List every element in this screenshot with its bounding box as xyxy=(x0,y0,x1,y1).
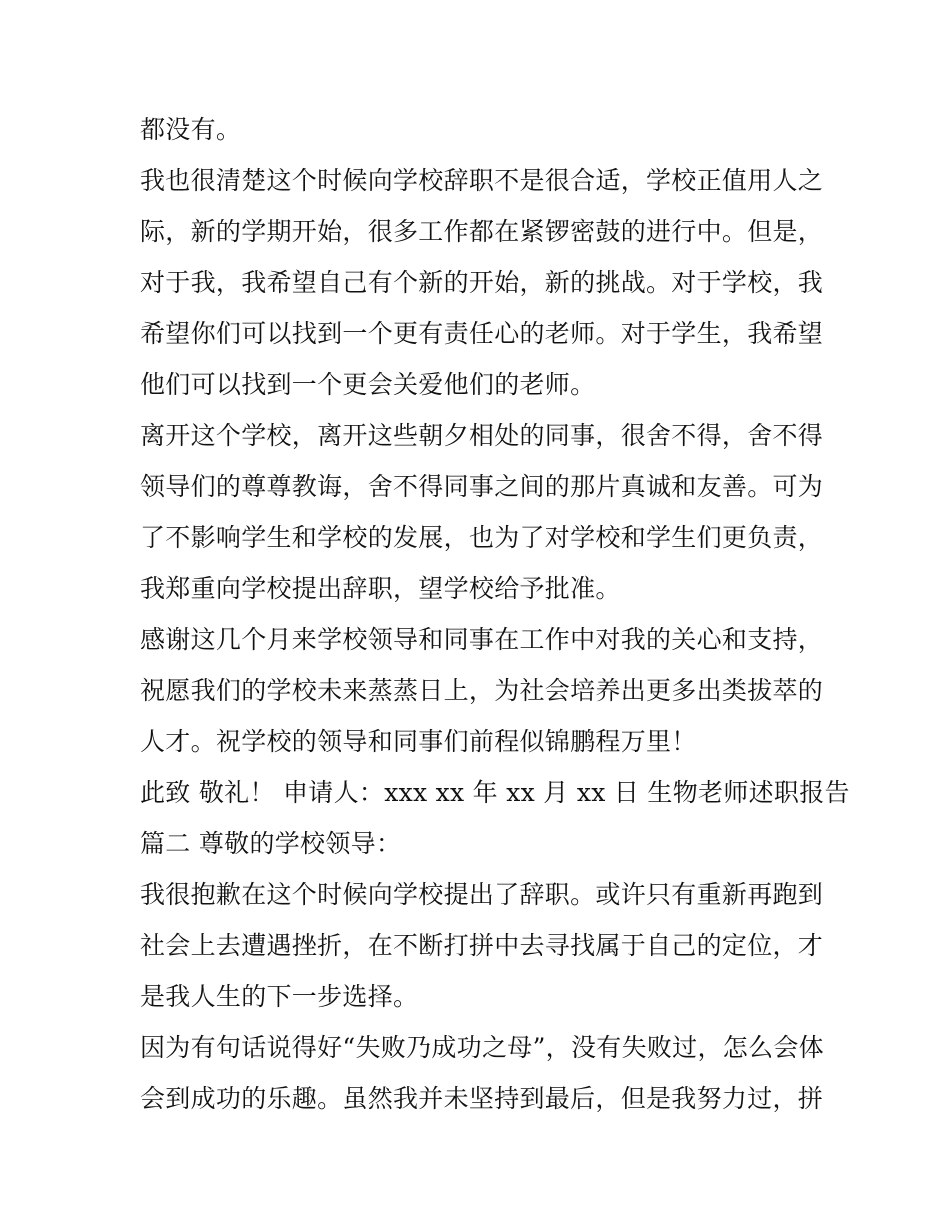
text-line: 了不影响学生和学校的发展，也为了对学校和学生们更负责， xyxy=(140,523,824,552)
text-line: 社会上去遭遇挫折，在不断打拼中去寻找属于自己的定位，才 xyxy=(140,931,824,960)
text-line: 篇二 尊敬的学校领导： xyxy=(140,829,402,858)
text-line: 是我人生的下一步选择。 xyxy=(140,982,419,1011)
text-line: 会到成功的乐趣。虽然我并未坚持到最后，但是我努力过，拼 xyxy=(140,1084,824,1113)
text-line: 人才。祝学校的领导和同事们前程似锦鹏程万里！ xyxy=(140,727,697,756)
text-line: 此致 敬礼！ 申请人：xxx xx 年 xx 月 xx 日 生物老师述职报告 xyxy=(140,778,850,807)
text-line: 离开这个学校，离开这些朝夕相处的同事，很舍不得，舍不得 xyxy=(140,421,824,450)
text-line: 希望你们可以找到一个更有责任心的老师。对于学生，我希望 xyxy=(140,319,824,348)
document-body xyxy=(140,104,850,1124)
text-line: 对于我，我希望自己有个新的开始，新的挑战。对于学校，我 xyxy=(140,268,824,297)
text-line: 领导们的尊尊教诲，舍不得同事之间的那片真诚和友善。可为 xyxy=(140,472,824,501)
text-line: 我很抱歉在这个时候向学校提出了辞职。或许只有重新再跑到 xyxy=(140,880,824,909)
text-line: 感谢这几个月来学校领导和同事在工作中对我的关心和支持， xyxy=(140,625,824,654)
text-line: 我郑重向学校提出辞职，望学校给予批准。 xyxy=(140,574,621,603)
text-line: 他们可以找到一个更会关爱他们的老师。 xyxy=(140,370,596,399)
text-line: 际，新的学期开始，很多工作都在紧锣密鼓的进行中。但是， xyxy=(140,217,824,246)
text-line: 我也很清楚这个时候向学校辞职不是很合适，学校正值用人之 xyxy=(140,166,824,195)
text-line: 都没有。 xyxy=(140,115,242,144)
text-line: 祝愿我们的学校未来蒸蒸日上，为社会培养出更多出类拔萃的 xyxy=(140,676,824,705)
text-line: 因为有句话说得好“失败乃成功之母”，没有失败过，怎么会体 xyxy=(140,1033,824,1062)
